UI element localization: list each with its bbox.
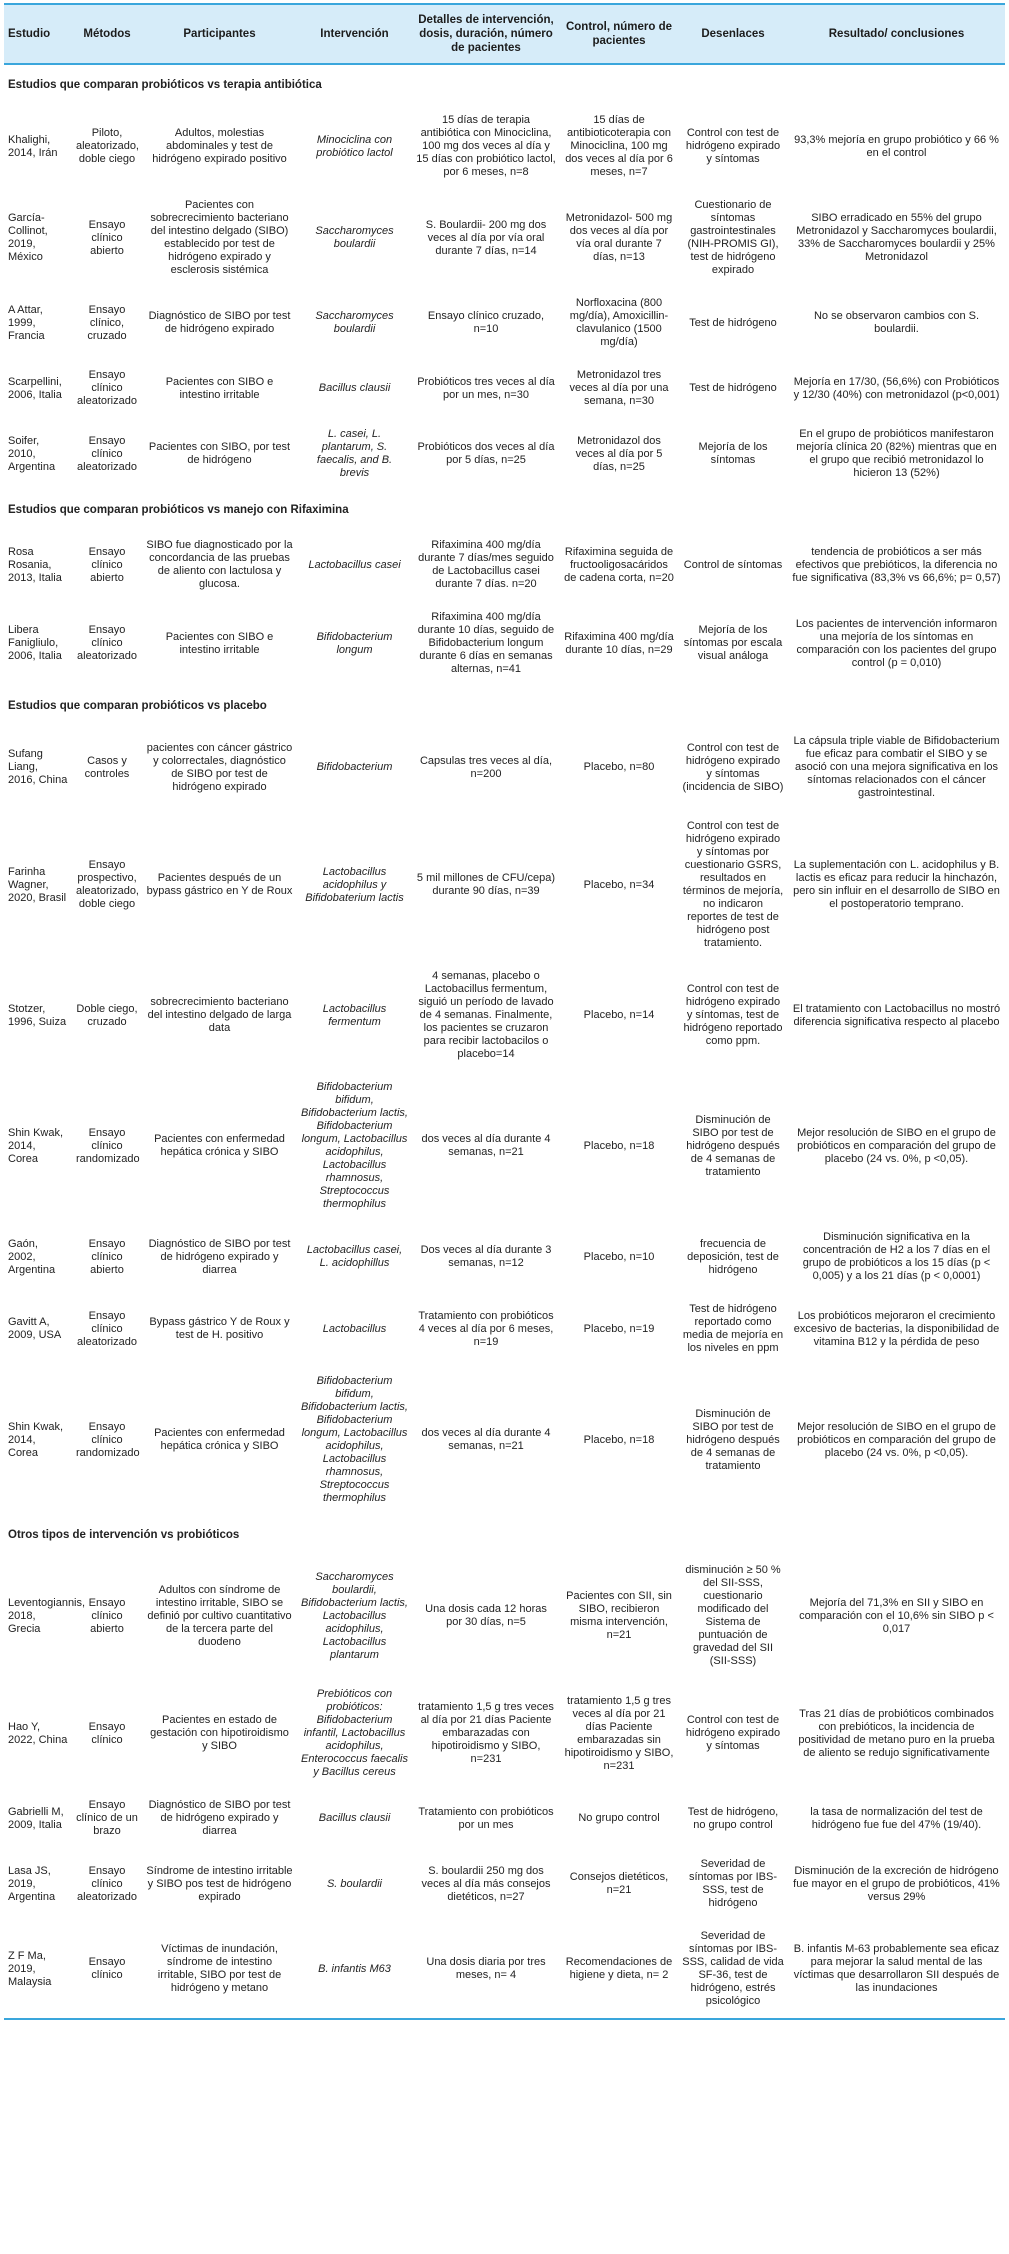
- cell-metodos: Casos y controles: [84, 754, 130, 780]
- cell-metodos: Ensayo clínico abierto: [88, 1596, 126, 1635]
- cell-metodos: Ensayo clínico abierto: [88, 545, 126, 584]
- cell-resultado: La suplementación con L. acidophilus y B. lactis es eficaz para reducir la hinchazón, pero sin influir en el desarrollo de SIBO en el postoperatorio temprano.: [793, 859, 1000, 910]
- cell-metodos: Piloto, aleatorizado, doble ciego: [76, 127, 139, 165]
- cell-resultado: SIBO erradicado en 55% del grupo Metronidazol y Saccharomyces boulardii, 33% de Saccharomyces boulardii y 25% Metronidazol: [796, 212, 997, 263]
- table-row: [4, 359, 1005, 418]
- cell-intervencion: Bifidobacterium: [316, 761, 393, 773]
- cell-metodos: Ensayo clínico abierto: [88, 1237, 126, 1276]
- table-row: [4, 1365, 1005, 1515]
- cell-detalles: 5 mil millones de CFU/cepa) durante 90 días, n=39: [416, 872, 556, 897]
- table-row: [4, 287, 1005, 359]
- cell-estudio: Khalighi, 2014, Irán: [8, 133, 58, 159]
- cell-estudio: Stotzer, 1996, Suiza: [8, 1002, 67, 1028]
- header-control: Control, número de pacientes: [560, 4, 678, 64]
- cell-resultado: Mejor resolución de SIBO en el grupo de probióticos en comparación del grupo de placebo (24 vs. 0%, p <0,05).: [797, 1420, 996, 1459]
- cell-participantes: Pacientes en estado de gestación con hipotiroidismo y SIBO: [150, 1714, 289, 1752]
- cell-control: Recomendaciones de higiene y dieta, n= 2: [560, 1920, 678, 2019]
- cell-estudio: A Attar, 1999, Francia: [8, 303, 45, 342]
- cell-detalles: Ensayo clínico cruzado, n=10: [427, 310, 545, 335]
- cell-desenlaces: Mejoría de los síntomas: [698, 441, 768, 466]
- cell-resultado: 93,3% mejoría en grupo probiótico y 66 % en el control: [794, 133, 999, 159]
- table-row: [4, 1293, 1005, 1365]
- cell-estudio: Lasa JS, 2019, Argentina: [8, 1864, 56, 1903]
- cell-metodos: Ensayo clínico randomizado: [76, 1126, 140, 1165]
- cell-metodos: Ensayo clínico: [72, 1920, 142, 2019]
- cell-detalles: Rifaximina 400 mg/día durante 10 días, seguido de Bifidobacterium longum durante 6 días en semanas alternas, n=41: [417, 611, 555, 675]
- cell-detalles: S. Boulardii- 200 mg dos veces al día por vía oral durante 7 días, n=14: [425, 218, 547, 257]
- cell-desenlaces: Test de hidrógeno: [689, 382, 777, 394]
- cell-desenlaces: Control de síntomas: [683, 558, 783, 571]
- cell-detalles: 15 días de terapia antibiótica con Minociclina, 100 mg dos veces al día y 15 días con probiótico lactol, por 6 meses, n=8: [416, 114, 556, 178]
- cell-detalles: Probióticos tres veces al día por un mes, n=30: [417, 375, 555, 401]
- cell-control: 15 días de antibioticoterapia con Minociclina, 100 mg dos veces al día por 6 meses, n=7: [565, 114, 673, 178]
- cell-control: Placebo, n=19: [583, 1322, 655, 1335]
- cell-intervencion: Bacillus clausii: [318, 1812, 391, 1824]
- cell-intervencion: Minociclina con probiótico lactol: [316, 133, 393, 159]
- cell-detalles: Tratamiento con probióticos por un mes: [418, 1805, 554, 1831]
- table-row: [4, 1678, 1005, 1789]
- cell-participantes: Pacientes después de un bypass gástrico en Y de Roux: [146, 872, 293, 897]
- cell-resultado: En el grupo de probióticos manifestaron mejoría clínica 20 (82%) mientras que en el grupo que recibió metronidazol lo hicieron 13 (52%): [796, 428, 997, 479]
- cell-resultado: Disminución significativa en la concentración de H2 a los 7 días en el grupo de probióticos a los 15 días (p < 0,005) y a los 21 días (p < 0,0001): [802, 1231, 991, 1282]
- cell-estudio: Rosa Rosania, 2013, Italia: [8, 545, 62, 584]
- cell-intervencion: L. casei, L. plantarum, S. faecalis, and B. brevis: [316, 428, 393, 479]
- cell-control: Norfloxacina (800 mg/día), Amoxicillin-clavulanico (1500 mg/día): [569, 297, 669, 348]
- cell-control: Rifaximina seguida de fructooligosacáridos de cadena corta, n=20: [564, 545, 674, 584]
- header-participantes: Participantes: [142, 4, 297, 64]
- cell-resultado: No se observaron cambios con S. boulardii.: [813, 310, 980, 335]
- cell-desenlaces: Severidad de síntomas por IBS-SSS, calidad de vida SF-36, test de hidrógeno, estrés psicológico: [678, 1920, 788, 2019]
- cell-intervencion: Saccharomyces boulardii: [315, 310, 394, 335]
- cell-participantes: Pacientes con SIBO e intestino irritable: [165, 630, 274, 656]
- cell-participantes: Diagnóstico de SIBO por test de hidrógeno expirado: [148, 310, 291, 335]
- table-header: [4, 4, 1005, 64]
- cell-participantes: sobrecrecimiento bacteriano del intestino delgado de larga data: [147, 996, 292, 1034]
- cell-intervencion: Saccharomyces boulardii, Bifidobacterium lactis, Lactobacillus acidophilus, Lactobacillus plantarum: [301, 1570, 408, 1661]
- cell-estudio: Libera Fanigliulo, 2006, Italia: [8, 624, 62, 662]
- cell-control: Placebo, n=34: [583, 878, 655, 891]
- cell-estudio: García-Collinot, 2019, México: [8, 212, 48, 263]
- table-row: [4, 418, 1005, 490]
- cell-intervencion: Bacillus clausii: [318, 382, 391, 394]
- table-row: [4, 104, 1005, 189]
- cell-desenlaces: Disminución de SIBO por test de hidrógeno después de 4 semanas de tratamiento: [686, 1113, 780, 1178]
- cell-detalles: Dos veces al día durante 3 semanas, n=12: [420, 1244, 552, 1269]
- cell-intervencion: Prebióticos con probióticos: Bifidobacterium infantil, Lactobacillus acidophilus, Enterococcus faecalis y Bacillus cereus: [301, 1688, 408, 1778]
- cell-control: Pacientes con SII, sin SIBO, recibieron misma intervención, n=21: [566, 1590, 672, 1641]
- cell-resultado: Los probióticos mejoraron el crecimiento excesivo de bacterias, la disponibilidad de vitamina B12 y la pérdida de peso: [793, 1309, 1000, 1348]
- cell-participantes: Diagnóstico de SIBO por test de hidrógeno expirado y diarrea: [148, 1237, 291, 1276]
- cell-intervencion: Lactobacillus casei: [308, 558, 401, 571]
- cell-metodos: Ensayo clínico aleatorizado: [77, 369, 137, 407]
- cell-control: tratamiento 1,5 g tres veces al día por 21 días Paciente embarazadas sin hipotiroidismo y SIBO, n=231: [564, 1694, 674, 1772]
- cell-intervencion: B. infantis M63: [297, 1920, 412, 2019]
- cell-desenlaces: Disminución de SIBO por test de hidrógeno después de 4 semanas de tratamiento: [686, 1407, 780, 1472]
- cell-intervencion: Lactobacillus casei, L. acidophillus: [306, 1244, 403, 1269]
- cell-intervencion: Lactobacillus fermentum: [322, 1002, 387, 1028]
- table-row: [4, 529, 1005, 601]
- studies-table: [4, 3, 1005, 2020]
- cell-estudio: Gaón, 2002, Argentina: [8, 1237, 56, 1276]
- cell-intervencion: Bifidobacterium bifidum, Bifidobacterium lactis, Bifidobacterium longum, Lactobacillus acidophilus, Lactobacillus rhamnosus, Streptococcus thermophilus: [301, 1081, 408, 1210]
- cell-participantes: Adultos, molestias abdominales y test de hidrógeno expirado positivo: [152, 127, 287, 165]
- cell-resultado: Mejor resolución de SIBO en el grupo de probióticos en comparación del grupo de placebo (24 vs. 0%, p <0,05).: [797, 1126, 996, 1165]
- cell-resultado: tendencia de probióticos a ser más efectivos que prebióticos, la diferencia no fue significativa (83,3% vs 66,6%; p= 0,57): [792, 545, 1001, 584]
- cell-detalles: dos veces al día durante 4 semanas, n=21: [421, 1427, 551, 1452]
- table-row: [4, 189, 1005, 287]
- cell-metodos: Ensayo clínico aleatorizado: [77, 434, 137, 473]
- cell-resultado: la tasa de normalización del test de hidrógeno fue fue del 47% (19/40).: [810, 1805, 983, 1831]
- header-resultado: Resultado/ conclusiones: [788, 4, 1005, 64]
- table-row: [4, 725, 1005, 810]
- table-row: [4, 601, 1005, 686]
- cell-desenlaces: frecuencia de deposición, test de hidrógeno: [687, 1237, 779, 1276]
- cell-control: Placebo, n=10: [583, 1250, 655, 1263]
- table-row: [4, 960, 1005, 1071]
- cell-participantes: Adultos con síndrome de intestino irritable, SIBO se definió por cultivo cuantitativo de la tercera parte del duodeno: [147, 1583, 292, 1648]
- cell-control: Placebo, n=80: [583, 761, 655, 773]
- cell-resultado: Tras 21 días de probióticos combinados con prebióticos, la incidencia de positividad de metano puro en la prueba de aliento se redujo significativamente: [798, 1707, 995, 1759]
- cell-intervencion: Lactobacillus acidophilus y Bifidobaterium lactis: [305, 865, 404, 904]
- cell-metodos: Ensayo clínico aleatorizado: [77, 624, 137, 662]
- cell-participantes: Pacientes con SIBO, por test de hidrógeno: [148, 441, 291, 466]
- cell-participantes: Síndrome de intestino irritable y SIBO pos test de hidrógeno expirado: [146, 1864, 293, 1903]
- cell-participantes: Pacientes con sobrecrecimiento bacteriano del intestino delgado (SIBO) establecido por test de hidrógeno expirado y esclerosis sistémica: [150, 199, 289, 276]
- cell-desenlaces: Control con test de hidrógeno expirado y síntomas, test de hidrógeno reportado como ppm.: [683, 983, 783, 1047]
- cell-estudio: Shin Kwak, 2014, Corea: [8, 1420, 64, 1459]
- cell-metodos: Ensayo clínico: [88, 1720, 126, 1746]
- cell-estudio: Sufang Liang, 2016, China: [8, 748, 68, 786]
- table-row: [4, 1554, 1005, 1678]
- cell-estudio: Z F Ma, 2019, Malaysia: [4, 1920, 72, 2019]
- cell-desenlaces: Control con test de hidrógeno expirado y síntomas: [685, 1714, 781, 1752]
- cell-desenlaces: disminución ≥ 50 % del SII-SSS, cuestionario modificado del Sistema de puntuación de gravedad del SII (SII-SSS): [685, 1564, 781, 1667]
- table-body: [4, 64, 1005, 2019]
- cell-estudio: Leventogiannis, 2018, Grecia: [8, 1596, 86, 1635]
- cell-intervencion: Saccharomyces boulardii: [315, 225, 394, 250]
- cell-control: No grupo control: [578, 1812, 660, 1824]
- cell-metodos: Ensayo clínico aleatorizado: [77, 1864, 137, 1903]
- cell-detalles: Una dosis diaria por tres meses, n= 4: [412, 1920, 560, 2019]
- section-header-row: [4, 1515, 1005, 1554]
- cell-estudio: Shin Kwak, 2014, Corea: [8, 1126, 64, 1165]
- cell-resultado: Disminución de la excreción de hidrógeno fue mayor en el grupo de probióticos, 41% versus 29%: [793, 1864, 1000, 1903]
- cell-participantes: pacientes con cáncer gástrico y colorrectales, diagnóstico de SIBO por test de hidrógeno expirado: [146, 741, 293, 793]
- table-row: [4, 1848, 1005, 1920]
- cell-participantes: Pacientes con SIBO e intestino irritable: [165, 375, 274, 401]
- cell-participantes: Pacientes con enfermedad hepática crónica y SIBO: [154, 1427, 285, 1452]
- cell-detalles: Tratamiento con probióticos 4 veces al día por 6 meses, n=19: [418, 1309, 554, 1348]
- cell-metodos: Ensayo clínico de un brazo: [76, 1799, 138, 1837]
- cell-detalles: dos veces al día durante 4 semanas, n=21: [421, 1133, 551, 1158]
- cell-metodos: Ensayo clínico, cruzado: [87, 303, 127, 342]
- cell-control: Metronidazol tres veces al día por una semana, n=30: [569, 369, 669, 407]
- section-title: Estudios que comparan probióticos vs terapia antibiótica: [8, 79, 322, 91]
- cell-detalles: S. boulardii 250 mg dos veces al día más consejos dietéticos, n=27: [421, 1864, 551, 1903]
- cell-intervencion: Lactobacillus: [322, 1322, 387, 1335]
- cell-resultado: La cápsula triple viable de Bifidobacterium fue eficaz para combatir el SIBO y se asoció con una mejora significativa en los síntomas relacionados con el cáncer gastrointestinal.: [793, 735, 1000, 799]
- header-metodos: Métodos: [72, 4, 142, 64]
- cell-resultado: Los pacientes de intervención informaron una mejoría de los síntomas en comparación con los pacientes del grupo control (p = 0,010): [795, 617, 998, 669]
- header-desenlaces: Desenlaces: [678, 4, 788, 64]
- table-row: [4, 1789, 1005, 1848]
- cell-desenlaces: Test de hidrógeno, no grupo control: [687, 1805, 779, 1831]
- cell-resultado: Mejoría en 17/30, (56,6%) con Probióticos y 12/30 (40%) con metronidazol (p<0,001): [793, 375, 1000, 401]
- cell-metodos: Ensayo clínico randomizado: [76, 1420, 140, 1459]
- header-estudio: Estudio: [4, 4, 72, 64]
- cell-detalles: Rifaximina 400 mg/día durante 7 días/mes seguido de Lactobacillus casei durante 7 días. n=20: [418, 539, 554, 590]
- header-row: [4, 4, 1005, 64]
- header-detalles: Detalles de intervención, dosis, duración, número de pacientes: [412, 4, 560, 64]
- table-row: [4, 810, 1005, 960]
- cell-resultado: El tratamiento con Lactobacillus no mostró diferencia significativa respecto al placebo: [792, 1002, 1001, 1028]
- cell-estudio: Farinha Wagner, 2020, Brasil: [8, 865, 67, 904]
- cell-desenlaces: Severidad de síntomas por IBS-SSS, test de hidrógeno: [688, 1858, 778, 1909]
- cell-estudio: Gavitt A, 2009, USA: [8, 1316, 62, 1341]
- cell-participantes: Pacientes con enfermedad hepática crónica y SIBO: [154, 1133, 285, 1158]
- cell-participantes: SIBO fue diagnosticado por la concordancia de las pruebas de aliento con lactulosa y glucosa.: [146, 539, 293, 590]
- header-intervencion: Intervención: [297, 4, 412, 64]
- cell-intervencion: Bifidobacterium longum: [316, 630, 393, 656]
- cell-resultado: Mejoría del 71,3% en SII y SIBO en comparación con el 10,6% sin SIBO p < 0,017: [799, 1596, 994, 1635]
- cell-participantes: Diagnóstico de SIBO por test de hidrógeno expirado y diarrea: [148, 1799, 291, 1837]
- cell-participantes: Víctimas de inundación, síndrome de intestino irritable, SIBO por test de hidrógeno y metano: [142, 1920, 297, 2019]
- cell-metodos: Doble ciego, cruzado: [76, 1002, 138, 1028]
- cell-metodos: Ensayo prospectivo, aleatorizado, doble ciego: [76, 859, 139, 910]
- cell-desenlaces: Control con test de hidrógeno expirado y síntomas: [685, 127, 781, 165]
- section-title: Estudios que comparan probióticos vs placebo: [8, 700, 267, 712]
- cell-control: Metronidazol dos veces al día por 5 días, n=25: [575, 434, 663, 473]
- cell-desenlaces: Test de hidrógeno: [689, 316, 777, 329]
- section-header-row: [4, 686, 1005, 725]
- cell-detalles: 4 semanas, placebo o Lactobacillus fermentum, siguió un período de lavado de 4 semanas. Finalmente, los pacientes se cruzaron para recibir lactobacilos o placebo=14: [418, 970, 554, 1060]
- cell-participantes: Bypass gástrico Y de Roux y test de H. positivo: [149, 1316, 290, 1341]
- section-title: Otros tipos de intervención vs probióticos: [8, 1529, 240, 1541]
- section-title: Estudios que comparan probióticos vs manejo con Rifaximina: [8, 504, 349, 516]
- cell-estudio: Scarpellini, 2006, Italia: [8, 375, 62, 401]
- cell-desenlaces: Control con test de hidrógeno expirado y síntomas por cuestionario GSRS, resultados en términos de mejoría, no indicaron reportes de test de hidrógeno post tratamiento.: [682, 820, 784, 949]
- cell-intervencion: Bifidobacterium bifidum, Bifidobacterium lactis, Bifidobacterium longum, Lactobacillus acidophilus, Lactobacillus rhamnosus, Streptococcus thermophilus: [301, 1375, 408, 1504]
- cell-detalles: Probióticos dos veces al día por 5 días, n=25: [417, 441, 555, 466]
- cell-desenlaces: Cuestionario de síntomas gastrointestinales (NIH-PROMIS GI), test de hidrógeno expirado: [687, 199, 779, 276]
- cell-detalles: Capsulas tres veces al día, n=200: [419, 754, 553, 780]
- cell-control: Rifaximina 400 mg/día durante 10 días, n=29: [564, 630, 674, 656]
- table-row: [4, 1920, 1005, 2019]
- section-header-row: [4, 64, 1005, 104]
- cell-control: Placebo, n=14: [583, 1009, 655, 1021]
- cell-estudio: Gabrielli M, 2009, Italia: [8, 1805, 64, 1831]
- cell-resultado: B. infantis M-63 probablemente sea eficaz para mejorar la salud mental de las víctimas que desarrollaron SII después de las inundaciones: [788, 1920, 1005, 2019]
- cell-desenlaces: Control con test de hidrógeno expirado y síntomas (incidencia de SIBO): [682, 741, 784, 793]
- cell-control: Metronidazol- 500 mg dos veces al día por vía oral durante 7 días, n=13: [565, 212, 673, 263]
- cell-desenlaces: Test de hidrógeno reportado como media de mejoría en los niveles en ppm: [682, 1303, 784, 1354]
- cell-desenlaces: Mejoría de los síntomas por escala visual análoga: [683, 624, 783, 662]
- cell-detalles: tratamiento 1,5 g tres veces al día por 21 días Paciente embarazadas con hipotiroidismo y SIBO, n=231: [418, 1701, 554, 1765]
- cell-control: Placebo, n=18: [583, 1433, 655, 1446]
- table-row: [4, 1071, 1005, 1221]
- cell-intervencion: S. boulardii: [326, 1877, 383, 1890]
- cell-control: Consejos dietéticos, n=21: [569, 1871, 669, 1896]
- table-row: [4, 1221, 1005, 1293]
- cell-estudio: Soifer, 2010, Argentina: [8, 434, 56, 473]
- cell-metodos: Ensayo clínico aleatorizado: [77, 1309, 137, 1348]
- cell-control: Placebo, n=18: [583, 1139, 655, 1152]
- section-header-row: [4, 490, 1005, 529]
- cell-metodos: Ensayo clínico abierto: [88, 218, 126, 257]
- cell-detalles: Una dosis cada 12 horas por 30 días, n=5: [425, 1603, 547, 1628]
- cell-estudio: Hao Y, 2022, China: [8, 1720, 68, 1746]
